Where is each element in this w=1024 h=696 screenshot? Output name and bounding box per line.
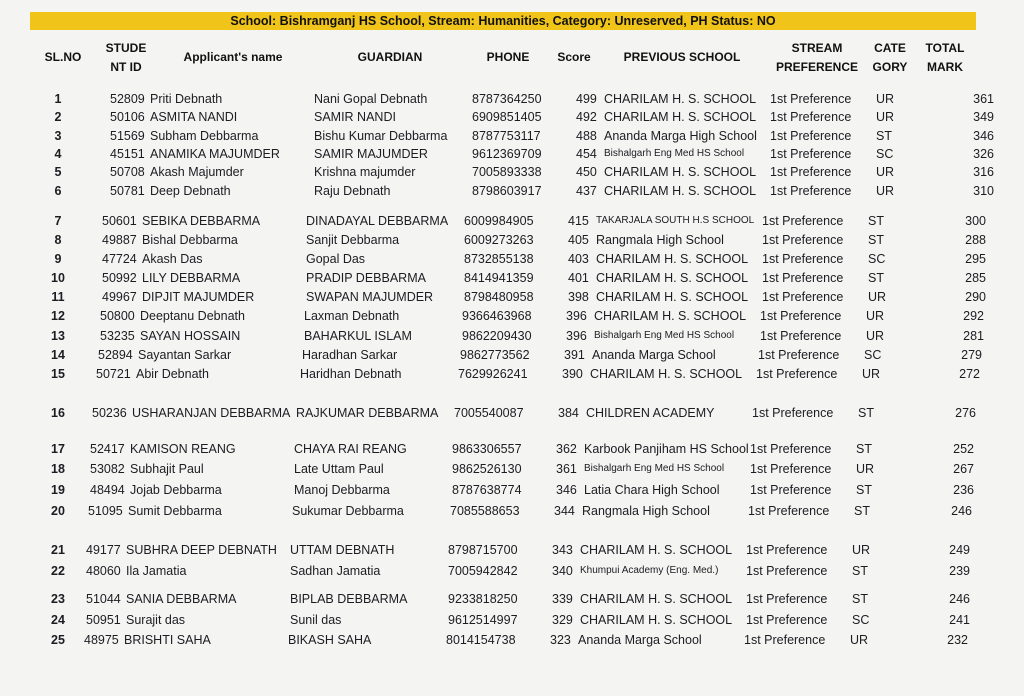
- phone-cell: 7629926241: [458, 367, 528, 381]
- stream-preference-cell: 1st Preference: [760, 309, 842, 323]
- sl-no-cell: 16: [51, 406, 65, 420]
- score-cell: 492: [576, 110, 597, 124]
- total-mark-cell: 246: [951, 504, 972, 518]
- table-row: [0, 403, 1024, 423]
- phone-cell: 7005942842: [448, 564, 518, 578]
- previous-school-cell: CHARILAM H. S. SCHOOL: [580, 613, 733, 627]
- stream-preference-cell: 1st Preference: [746, 543, 828, 557]
- student-id-cell: 48975: [84, 633, 119, 647]
- stream-preference-cell: 1st Preference: [748, 504, 830, 518]
- phone-cell: 8798715700: [448, 543, 518, 557]
- sl-no-cell: 15: [51, 367, 65, 381]
- category-cell: UR: [862, 367, 881, 381]
- score-cell: 415: [568, 214, 589, 228]
- stream-preference-cell: 1st Preference: [744, 633, 826, 647]
- previous-school-cell: CHARILAM H. S. SCHOOL: [596, 252, 749, 266]
- table-row: [0, 439, 1024, 459]
- guardian-cell: PRADIP DEBBARMA: [306, 271, 426, 285]
- student-id-cell: 50708: [110, 165, 145, 179]
- sl-no-cell: 25: [51, 633, 65, 647]
- previous-school-cell: Ananda Marga School: [578, 633, 702, 647]
- stream-preference-cell: 1st Preference: [746, 613, 828, 627]
- guardian-cell: Raju Debnath: [314, 184, 391, 198]
- table-row: [0, 107, 1024, 127]
- score-cell: 499: [576, 92, 597, 106]
- stream-preference-cell: 1st Preference: [756, 367, 838, 381]
- previous-school-cell: TAKARJALA SOUTH H.S SCHOOL: [596, 215, 755, 226]
- score-cell: 396: [566, 329, 587, 343]
- guardian-cell: SAMIR NANDI: [314, 110, 396, 124]
- score-cell: 405: [568, 233, 589, 247]
- applicant-name-cell: SANIA DEBBARMA: [126, 592, 237, 606]
- sl-no-cell: 7: [54, 214, 62, 228]
- previous-school-cell: CHILDREN ACADEMY: [586, 406, 715, 420]
- guardian-cell: Haridhan Debnath: [300, 367, 402, 381]
- table-row: [0, 126, 1024, 146]
- score-cell: 384: [558, 406, 579, 420]
- category-cell: UR: [876, 165, 895, 179]
- previous-school-cell: Bishalgarh Eng Med HS School: [594, 330, 735, 341]
- guardian-cell: Krishna majumder: [314, 165, 416, 179]
- previous-school-cell: CHARILAM H. S. SCHOOL: [604, 110, 757, 124]
- total-mark-cell: 232: [947, 633, 968, 647]
- student-id-cell: 53082: [90, 462, 125, 476]
- phone-cell: 8787753117: [472, 129, 541, 143]
- stream-preference-cell: 1st Preference: [750, 462, 832, 476]
- header-score: Score: [557, 50, 591, 64]
- stream-preference-cell: 1st Preference: [770, 184, 852, 198]
- phone-cell: 6009984905: [464, 214, 534, 228]
- category-cell: ST: [868, 233, 884, 247]
- guardian-cell: UTTAM DEBNATH: [290, 543, 395, 557]
- total-mark-cell: 246: [949, 592, 970, 606]
- student-id-cell: 48060: [86, 564, 121, 578]
- category-cell: ST: [852, 592, 868, 606]
- stream-preference-cell: 1st Preference: [758, 348, 840, 362]
- header-student-id: STUDE NT ID: [105, 41, 147, 74]
- score-cell: 340: [552, 564, 573, 578]
- total-mark-cell: 316: [973, 165, 994, 179]
- student-id-cell: 53235: [100, 329, 135, 343]
- category-cell: ST: [852, 564, 868, 578]
- total-mark-cell: 288: [965, 233, 986, 247]
- category-cell: ST: [854, 504, 870, 518]
- header-applicant-name: Applicant's name: [183, 50, 283, 64]
- category-cell: UR: [866, 309, 885, 323]
- total-mark-cell: 236: [953, 483, 974, 497]
- phone-cell: 9862526130: [452, 462, 522, 476]
- score-cell: 403: [568, 252, 589, 266]
- table-row: [0, 345, 1024, 365]
- sl-no-cell: 23: [51, 592, 65, 606]
- total-mark-cell: 349: [973, 110, 994, 124]
- student-id-cell: 52417: [90, 442, 125, 456]
- applicant-name-cell: Jojab Debbarma: [130, 483, 222, 497]
- student-id-cell: 51095: [88, 504, 123, 518]
- previous-school-cell: CHARILAM H. S. SCHOOL: [604, 184, 757, 198]
- table-row: [0, 268, 1024, 288]
- total-mark-cell: 281: [963, 329, 984, 343]
- student-id-cell: 45151: [110, 147, 145, 161]
- table-row: [0, 162, 1024, 182]
- sl-no-cell: 20: [51, 504, 65, 518]
- table-row: [0, 610, 1024, 630]
- guardian-cell: BIKASH SAHA: [288, 633, 372, 647]
- applicant-name-cell: Abir Debnath: [136, 367, 209, 381]
- student-id-cell: 51569: [110, 129, 145, 143]
- applicant-name-cell: Bishal Debbarma: [142, 233, 238, 247]
- stream-preference-cell: 1st Preference: [746, 592, 828, 606]
- phone-cell: 6909851405: [472, 110, 542, 124]
- sl-no-cell: 2: [54, 110, 62, 124]
- category-cell: UR: [876, 110, 895, 124]
- sl-no-cell: 22: [51, 564, 65, 578]
- guardian-cell: Sadhan Jamatia: [290, 564, 381, 578]
- category-cell: UR: [850, 633, 869, 647]
- applicant-name-cell: BRISHTI SAHA: [124, 633, 211, 647]
- score-cell: 323: [550, 633, 571, 647]
- sl-no-cell: 6: [54, 184, 62, 198]
- category-cell: ST: [868, 214, 884, 228]
- student-id-cell: 48494: [90, 483, 125, 497]
- table-row: [0, 287, 1024, 307]
- student-id-cell: 49887: [102, 233, 137, 247]
- total-mark-cell: 239: [949, 564, 970, 578]
- guardian-cell: Manoj Debbarma: [294, 483, 390, 497]
- previous-school-cell: Ananda Marga High School: [604, 129, 757, 143]
- phone-cell: 8014154738: [446, 633, 516, 647]
- previous-school-cell: CHARILAM H. S. SCHOOL: [580, 592, 733, 606]
- sl-no-cell: 3: [54, 129, 62, 143]
- phone-cell: 8732855138: [464, 252, 534, 266]
- header-sl-no: SL.NO: [44, 50, 82, 64]
- total-mark-cell: 292: [963, 309, 984, 323]
- stream-preference-cell: 1st Preference: [762, 271, 844, 285]
- score-cell: 396: [566, 309, 587, 323]
- student-id-cell: 50106: [110, 110, 145, 124]
- total-mark-cell: 276: [955, 406, 976, 420]
- score-cell: 401: [568, 271, 589, 285]
- applicant-name-cell: Deep Debnath: [150, 184, 231, 198]
- score-cell: 339: [552, 592, 573, 606]
- phone-cell: 9612514997: [448, 613, 518, 627]
- sl-no-cell: 12: [51, 309, 65, 323]
- header-previous-school: PREVIOUS SCHOOL: [623, 50, 741, 64]
- guardian-cell: Late Uttam Paul: [294, 462, 384, 476]
- student-id-cell: 50601: [102, 214, 137, 228]
- table-row: [0, 501, 1024, 521]
- header-total-mark: TOTAL MARK: [925, 41, 965, 74]
- guardian-cell: Sanjit Debbarma: [306, 233, 400, 247]
- stream-preference-cell: 1st Preference: [770, 110, 852, 124]
- total-mark-cell: 252: [953, 442, 974, 456]
- score-cell: 454: [576, 147, 597, 161]
- category-cell: UR: [856, 462, 875, 476]
- category-cell: ST: [858, 406, 874, 420]
- school-banner: School: Bishramganj HS School, Stream: Humanities, Category: Unreserved, PH Status: NO: [30, 12, 976, 30]
- category-cell: UR: [868, 290, 887, 304]
- applicant-name-cell: SAYAN HOSSAIN: [140, 329, 241, 343]
- stream-preference-cell: 1st Preference: [762, 252, 844, 266]
- phone-cell: 7085588653: [450, 504, 520, 518]
- previous-school-cell: CHARILAM H. S. SCHOOL: [590, 367, 743, 381]
- previous-school-cell: CHARILAM H. S. SCHOOL: [604, 92, 757, 106]
- applicant-name-cell: Surajit das: [126, 613, 186, 627]
- stream-preference-cell: 1st Preference: [770, 92, 852, 106]
- applicant-name-cell: LILY DEBBARMA: [142, 271, 241, 285]
- header-stream-preference: STREAM PREFERENCE: [775, 41, 858, 74]
- phone-cell: 9863306557: [452, 442, 522, 456]
- header-guardian: GUARDIAN: [357, 50, 423, 64]
- sl-no-cell: 18: [51, 462, 65, 476]
- student-id-cell: 50951: [86, 613, 121, 627]
- category-cell: ST: [876, 129, 892, 143]
- student-id-cell: 51044: [86, 592, 121, 606]
- sl-no-cell: 17: [51, 442, 65, 456]
- phone-cell: 7005893338: [472, 165, 542, 179]
- stream-preference-cell: 1st Preference: [762, 214, 844, 228]
- sl-no-cell: 5: [54, 165, 62, 179]
- score-cell: 437: [576, 184, 597, 198]
- total-mark-cell: 295: [965, 252, 986, 266]
- phone-cell: 7005540087: [454, 406, 524, 420]
- category-cell: SC: [868, 252, 886, 266]
- category-cell: SC: [876, 147, 894, 161]
- student-id-cell: 52894: [98, 348, 133, 362]
- guardian-cell: SAMIR MAJUMDER: [314, 147, 428, 161]
- guardian-cell: RAJKUMAR DEBBARMA: [296, 406, 439, 420]
- previous-school-cell: CHARILAM H. S. SCHOOL: [604, 165, 757, 179]
- guardian-cell: Laxman Debnath: [304, 309, 400, 323]
- category-cell: UR: [852, 543, 871, 557]
- table-row: [0, 306, 1024, 326]
- stream-preference-cell: 1st Preference: [750, 483, 832, 497]
- table-row: [0, 181, 1024, 201]
- previous-school-cell: Rangmala High School: [596, 233, 724, 247]
- total-mark-cell: 279: [961, 348, 982, 362]
- score-cell: 362: [556, 442, 577, 456]
- score-cell: 390: [562, 367, 583, 381]
- previous-school-cell: CHARILAM H. S. SCHOOL: [596, 271, 749, 285]
- applicant-name-cell: SUBHRA DEEP DEBNATH: [126, 543, 277, 557]
- sl-no-cell: 24: [51, 613, 65, 627]
- applicant-name-cell: Akash Das: [142, 252, 203, 266]
- table-row: [0, 540, 1024, 560]
- guardian-cell: Haradhan Sarkar: [302, 348, 398, 362]
- student-id-cell: 49177: [86, 543, 121, 557]
- sl-no-cell: 8: [54, 233, 62, 247]
- category-cell: SC: [864, 348, 882, 362]
- stream-preference-cell: 1st Preference: [746, 564, 828, 578]
- score-cell: 488: [576, 129, 597, 143]
- guardian-cell: Bishu Kumar Debbarma: [314, 129, 448, 143]
- table-row: [0, 249, 1024, 269]
- table-row: [0, 589, 1024, 609]
- category-cell: UR: [866, 329, 885, 343]
- applicant-name-cell: KAMISON REANG: [130, 442, 236, 456]
- previous-school-cell: CHARILAM H. S. SCHOOL: [580, 543, 733, 557]
- previous-school-cell: Rangmala High School: [582, 504, 710, 518]
- total-mark-cell: 326: [973, 147, 994, 161]
- score-cell: 346: [556, 483, 577, 497]
- category-cell: ST: [856, 483, 872, 497]
- sl-no-cell: 1: [54, 92, 62, 106]
- phone-cell: 9612369709: [472, 147, 542, 161]
- applicant-name-cell: ASMITA NANDI: [150, 110, 238, 124]
- phone-cell: 8787638774: [452, 483, 522, 497]
- table-row: [0, 89, 1024, 109]
- phone-cell: 8798603917: [472, 184, 542, 198]
- header-category: CATE GORY: [872, 41, 908, 74]
- category-cell: UR: [876, 184, 895, 198]
- student-id-cell: 50236: [92, 406, 127, 420]
- guardian-cell: Sunil das: [290, 613, 342, 627]
- category-cell: ST: [856, 442, 872, 456]
- student-id-cell: 50781: [110, 184, 145, 198]
- sl-no-cell: 9: [54, 252, 62, 266]
- student-id-cell: 50721: [96, 367, 131, 381]
- phone-cell: 6009273263: [464, 233, 534, 247]
- score-cell: 361: [556, 462, 577, 476]
- sl-no-cell: 11: [51, 290, 65, 304]
- stream-preference-cell: 1st Preference: [750, 442, 832, 456]
- student-id-cell: 52809: [110, 92, 145, 106]
- score-cell: 329: [552, 613, 573, 627]
- previous-school-cell: CHARILAM H. S. SCHOOL: [596, 290, 749, 304]
- total-mark-cell: 300: [965, 214, 986, 228]
- stream-preference-cell: 1st Preference: [770, 129, 852, 143]
- category-cell: UR: [876, 92, 895, 106]
- applicant-name-cell: Priti Debnath: [150, 92, 223, 106]
- sl-no-cell: 10: [51, 271, 65, 285]
- stream-preference-cell: 1st Preference: [752, 406, 834, 420]
- category-cell: SC: [852, 613, 870, 627]
- sl-no-cell: 14: [51, 348, 65, 362]
- phone-cell: 9862773562: [460, 348, 530, 362]
- previous-school-cell: CHARILAM H. S. SCHOOL: [594, 309, 747, 323]
- guardian-cell: Nani Gopal Debnath: [314, 92, 428, 106]
- guardian-cell: BAHARKUL ISLAM: [304, 329, 412, 343]
- score-cell: 391: [564, 348, 585, 362]
- applicant-name-cell: Sayantan Sarkar: [138, 348, 232, 362]
- guardian-cell: Sukumar Debbarma: [292, 504, 404, 518]
- table-row: [0, 480, 1024, 500]
- score-cell: 450: [576, 165, 597, 179]
- applicant-name-cell: ANAMIKA MAJUMDER: [150, 147, 280, 161]
- previous-school-cell: Khumpui Academy (Eng. Med.): [580, 565, 719, 576]
- applicant-name-cell: Sumit Debbarma: [128, 504, 222, 518]
- total-mark-cell: 290: [965, 290, 986, 304]
- sl-no-cell: 4: [54, 147, 62, 161]
- applicant-name-cell: Subham Debbarma: [150, 129, 259, 143]
- stream-preference-cell: 1st Preference: [770, 147, 852, 161]
- previous-school-cell: Ananda Marga School: [592, 348, 716, 362]
- table-row: [0, 326, 1024, 346]
- total-mark-cell: 249: [949, 543, 970, 557]
- stream-preference-cell: 1st Preference: [770, 165, 852, 179]
- student-id-cell: 50800: [100, 309, 135, 323]
- phone-cell: 8798480958: [464, 290, 534, 304]
- total-mark-cell: 361: [973, 92, 994, 106]
- total-mark-cell: 285: [965, 271, 986, 285]
- total-mark-cell: 310: [973, 184, 994, 198]
- guardian-cell: SWAPAN MAJUMDER: [306, 290, 434, 304]
- sl-no-cell: 13: [51, 329, 65, 343]
- applicant-name-cell: Akash Majumder: [150, 165, 244, 179]
- phone-cell: 8414941359: [464, 271, 534, 285]
- student-id-cell: 49967: [102, 290, 137, 304]
- stream-preference-cell: 1st Preference: [762, 290, 844, 304]
- guardian-cell: CHAYA RAI REANG: [294, 442, 407, 456]
- score-cell: 343: [552, 543, 573, 557]
- table-row: [0, 211, 1024, 231]
- total-mark-cell: 267: [953, 462, 974, 476]
- applicant-name-cell: DIPJIT MAJUMDER: [142, 290, 255, 304]
- applicant-name-cell: Ila Jamatia: [126, 564, 187, 578]
- sl-no-cell: 19: [51, 483, 65, 497]
- total-mark-cell: 272: [959, 367, 980, 381]
- applicant-name-cell: Subhajit Paul: [130, 462, 204, 476]
- phone-cell: 8787364250: [472, 92, 542, 106]
- phone-cell: 9366463968: [462, 309, 532, 323]
- stream-preference-cell: 1st Preference: [762, 233, 844, 247]
- guardian-cell: DINADAYAL DEBBARMA: [306, 214, 449, 228]
- previous-school-cell: Karbook Panjiham HS School: [584, 442, 749, 456]
- phone-cell: 9233818250: [448, 592, 518, 606]
- previous-school-cell: Latia Chara High School: [584, 483, 720, 497]
- category-cell: ST: [868, 271, 884, 285]
- student-id-cell: 50992: [102, 271, 137, 285]
- score-cell: 398: [568, 290, 589, 304]
- header-phone: PHONE: [486, 50, 530, 64]
- previous-school-cell: Bishalgarh Eng Med HS School: [604, 148, 745, 159]
- previous-school-cell: Bishalgarh Eng Med HS School: [584, 463, 725, 474]
- table-row: [0, 364, 1024, 384]
- applicant-name-cell: USHARANJAN DEBBARMA: [132, 406, 291, 420]
- sl-no-cell: 21: [51, 543, 65, 557]
- applicant-name-cell: SEBIKA DEBBARMA: [142, 214, 261, 228]
- applicant-name-cell: Deeptanu Debnath: [140, 309, 245, 323]
- guardian-cell: Gopal Das: [306, 252, 366, 266]
- total-mark-cell: 346: [973, 129, 994, 143]
- phone-cell: 9862209430: [462, 329, 532, 343]
- student-id-cell: 47724: [102, 252, 137, 266]
- table-row: [0, 230, 1024, 250]
- score-cell: 344: [554, 504, 575, 518]
- guardian-cell: BIPLAB DEBBARMA: [290, 592, 408, 606]
- total-mark-cell: 241: [949, 613, 970, 627]
- table-row: [0, 459, 1024, 479]
- stream-preference-cell: 1st Preference: [760, 329, 842, 343]
- table-row: [0, 561, 1024, 581]
- table-row: [0, 630, 1024, 650]
- table-row: [0, 144, 1024, 164]
